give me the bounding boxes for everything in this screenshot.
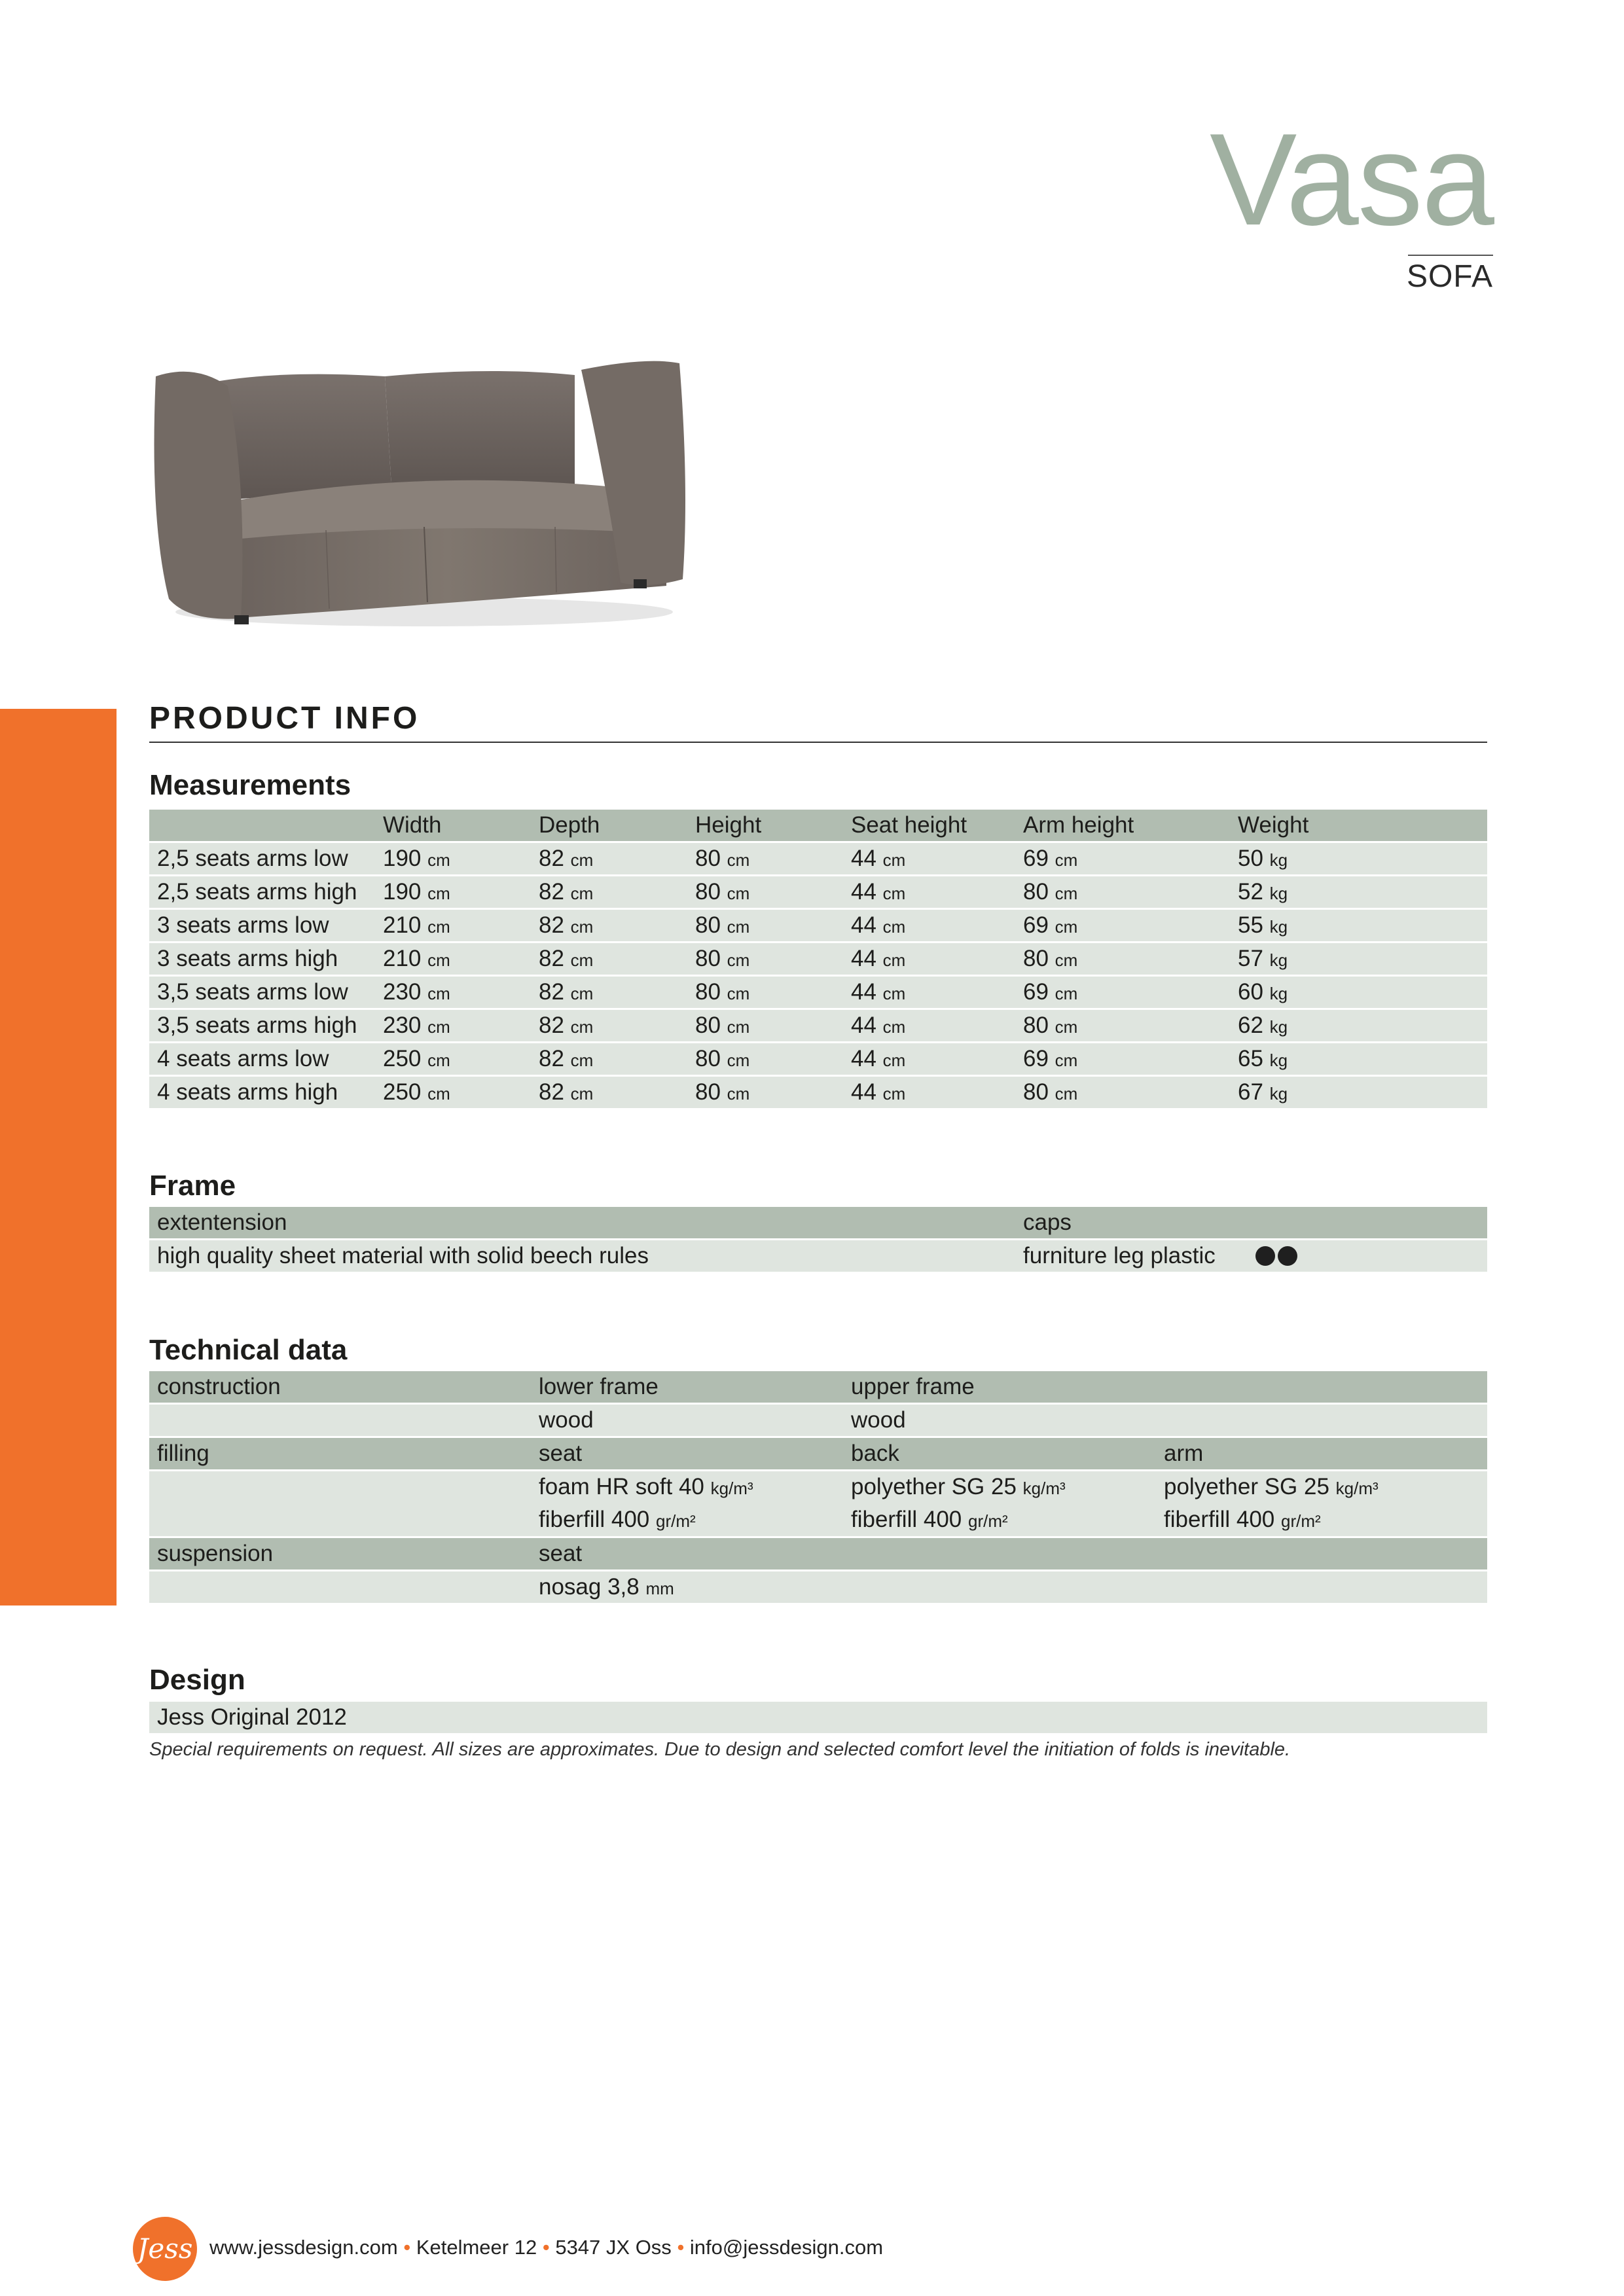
footer-website[interactable]: www.jessdesign.com (209, 2236, 398, 2259)
measurement-value: 44 cm (851, 979, 906, 1005)
measurement-value: 82 cm (539, 1079, 594, 1105)
jess-logo: Jess (133, 2217, 197, 2281)
leg-swatches (1255, 1240, 1300, 1272)
measurement-value: 80 cm (695, 879, 750, 905)
measurement-value: 80 cm (1023, 1079, 1078, 1105)
measurement-row-label: 3 seats arms high (157, 946, 338, 971)
measurement-value: 44 cm (851, 912, 906, 938)
orange-side-bar (0, 709, 117, 1605)
frame-head-left: extentension (157, 1210, 287, 1235)
design-value-row (149, 1702, 1487, 1733)
construction-header-row (149, 1371, 1487, 1403)
filling-back-label: back (851, 1441, 899, 1466)
measurement-value: 82 cm (539, 846, 594, 871)
measurement-value: 44 cm (851, 846, 906, 871)
measurement-row-label: 2,5 seats arms high (157, 879, 357, 905)
footer-contact (209, 2236, 883, 2259)
col-weight: Weight (1238, 812, 1309, 838)
col-width: Width (383, 812, 442, 838)
leg-swatch-icon (1278, 1246, 1297, 1266)
measurements-table (149, 810, 1487, 1110)
measurement-row (149, 843, 1487, 874)
measurement-row-label: 3,5 seats arms high (157, 1013, 357, 1038)
construction-label: construction (157, 1374, 281, 1399)
measurement-value: 210 cm (383, 946, 450, 971)
measurement-value: 80 cm (695, 946, 750, 971)
measurement-row (149, 1043, 1487, 1075)
measurement-value: 230 cm (383, 1013, 450, 1038)
measurement-value: 55 kg (1238, 912, 1288, 938)
disclaimer-note: Special requirements on request. All sizes are approximates. Due to design and selected comfort level the initiation of folds is inevitable. (149, 1739, 1291, 1760)
upper-frame-value: wood (851, 1407, 906, 1433)
measurement-value: 80 cm (1023, 946, 1078, 971)
measurement-value: 80 cm (1023, 879, 1078, 905)
measurement-value: 65 kg (1238, 1046, 1288, 1071)
measurement-value: 44 cm (851, 879, 906, 905)
measurement-value: 230 cm (383, 979, 450, 1005)
title-block (1166, 107, 1493, 295)
col-seat-height: Seat height (851, 812, 967, 838)
measurement-value: 44 cm (851, 946, 906, 971)
measurements-header-row (149, 810, 1487, 841)
upper-frame-label: upper frame (851, 1374, 975, 1399)
frame-value-row (149, 1240, 1487, 1272)
suspension-label: suspension (157, 1541, 274, 1566)
suspension-header-row (149, 1538, 1487, 1570)
measurement-value: 50 kg (1238, 846, 1288, 871)
filling-label: filling (157, 1441, 209, 1466)
technical-heading: Technical data (149, 1334, 348, 1366)
measurement-value: 82 cm (539, 1013, 594, 1038)
measurement-value: 52 kg (1238, 879, 1288, 905)
frame-table (149, 1207, 1487, 1274)
measurement-row-label: 3,5 seats arms low (157, 979, 348, 1005)
technical-table (149, 1371, 1487, 1605)
seat-fill-1: foam HR soft 40 kg/m³ (539, 1474, 753, 1499)
suspension-seat-label: seat (539, 1541, 583, 1566)
arm-fill-1: polyether SG 25 kg/m³ (1164, 1474, 1379, 1499)
measurement-row (149, 910, 1487, 941)
measurement-value: 250 cm (383, 1046, 450, 1071)
frame-head-right: caps (1023, 1210, 1072, 1235)
footer-address1: Ketelmeer 12 (416, 2236, 537, 2259)
col-depth: Depth (539, 812, 600, 838)
measurement-value: 80 cm (695, 1079, 750, 1105)
footer-separator: • (403, 2236, 411, 2259)
measurement-row (149, 1077, 1487, 1108)
measurement-value: 82 cm (539, 979, 594, 1005)
measurements-heading: Measurements (149, 769, 352, 801)
measurement-value: 82 cm (539, 1046, 594, 1071)
footer-separator: • (542, 2236, 550, 2259)
product-subtitle: SOFA (1406, 259, 1493, 294)
footer-address2: 5347 JX Oss (555, 2236, 672, 2259)
measurement-value: 67 kg (1238, 1079, 1288, 1105)
measurement-value: 80 cm (695, 846, 750, 871)
suspension-value: nosag 3,8 mm (539, 1574, 674, 1600)
measurement-row-label: 4 seats arms high (157, 1079, 338, 1105)
measurement-value: 190 cm (383, 846, 450, 871)
col-height: Height (695, 812, 762, 838)
frame-heading: Frame (149, 1170, 236, 1202)
measurement-row-label: 3 seats arms low (157, 912, 329, 938)
leg-swatch-icon (1255, 1246, 1275, 1266)
measurement-value: 44 cm (851, 1046, 906, 1071)
measurement-value: 80 cm (695, 979, 750, 1005)
construction-value-row (149, 1405, 1487, 1436)
filling-header-row (149, 1438, 1487, 1469)
frame-value-left: high quality sheet material with solid beech rules (157, 1243, 649, 1268)
measurement-value: 80 cm (695, 1013, 750, 1038)
lower-frame-label: lower frame (539, 1374, 659, 1399)
measurement-value: 82 cm (539, 879, 594, 905)
measurement-value: 80 cm (695, 1046, 750, 1071)
measurement-row (149, 943, 1487, 975)
design-value: Jess Original 2012 (157, 1704, 347, 1730)
footer-email[interactable]: info@jessdesign.com (689, 2236, 884, 2259)
measurement-row (149, 876, 1487, 908)
suspension-value-row (149, 1571, 1487, 1603)
measurement-value: 69 cm (1023, 979, 1078, 1005)
measurement-value: 44 cm (851, 1079, 906, 1105)
section-title: PRODUCT INFO (149, 701, 420, 736)
measurement-row-label: 2,5 seats arms low (157, 846, 348, 871)
measurement-value: 80 cm (1023, 1013, 1078, 1038)
back-fill-1: polyether SG 25 kg/m³ (851, 1474, 1066, 1499)
measurement-value: 44 cm (851, 1013, 906, 1038)
measurement-row (149, 977, 1487, 1008)
filling-arm-label: arm (1164, 1441, 1204, 1466)
col-arm-height: Arm height (1023, 812, 1134, 838)
footer-separator: • (677, 2236, 685, 2259)
measurement-value: 69 cm (1023, 1046, 1078, 1071)
subtitle-divider (1408, 255, 1493, 256)
design-table (149, 1702, 1487, 1735)
arm-fill-2: fiberfill 400 gr/m² (1164, 1507, 1321, 1532)
measurement-value: 69 cm (1023, 912, 1078, 938)
measurement-value: 250 cm (383, 1079, 450, 1105)
seat-fill-2: fiberfill 400 gr/m² (539, 1507, 696, 1532)
measurement-value: 69 cm (1023, 846, 1078, 871)
frame-header-row (149, 1207, 1487, 1238)
back-fill-2: fiberfill 400 gr/m² (851, 1507, 1008, 1532)
measurement-value: 82 cm (539, 912, 594, 938)
frame-value-right: furniture leg plastic (1023, 1243, 1216, 1268)
measurement-value: 60 kg (1238, 979, 1288, 1005)
measurement-value: 82 cm (539, 946, 594, 971)
measurement-value: 210 cm (383, 912, 450, 938)
measurement-value: 62 kg (1238, 1013, 1288, 1038)
filling-value-row (149, 1471, 1487, 1536)
measurement-value: 190 cm (383, 879, 450, 905)
measurement-value: 57 kg (1238, 946, 1288, 971)
lower-frame-value: wood (539, 1407, 594, 1433)
sofa-image (149, 357, 699, 638)
design-heading: Design (149, 1664, 245, 1696)
product-title: Vasa (1209, 107, 1493, 253)
measurement-value: 80 cm (695, 912, 750, 938)
filling-seat-label: seat (539, 1441, 583, 1466)
measurement-row (149, 1010, 1487, 1041)
section-divider (149, 742, 1487, 743)
measurement-row-label: 4 seats arms low (157, 1046, 329, 1071)
